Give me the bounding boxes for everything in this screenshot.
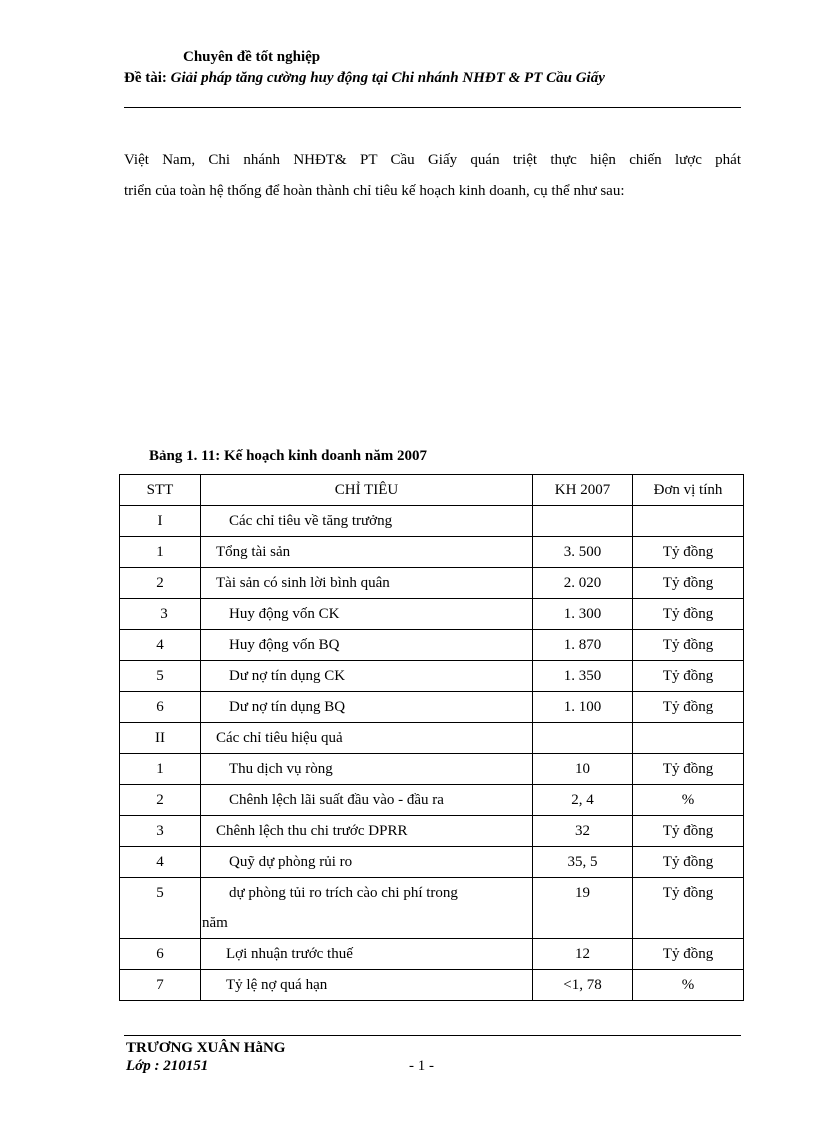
cell-item: Huy động vốn CK [229,606,340,622]
cell-item: Chênh lệch lãi suất đầu vào - đầu ra [229,792,444,808]
cell-unit: Tỷ đồng [662,854,714,870]
cell-kh: 35, 5 [567,854,598,870]
cell-kh: 1. 100 [563,699,602,715]
cell-kh: 2. 020 [563,575,602,591]
table-row [120,785,744,816]
cell-unit [633,723,743,727]
table-row [120,847,744,878]
document-category: Chuyên đề tốt nghiệp [183,49,321,65]
table-row [120,723,744,754]
table-row [120,568,744,599]
cell-kh: 1. 870 [563,637,602,653]
footer-rule [124,1035,741,1036]
topic-label: Đề tài: [124,70,167,86]
cell-kh: 1. 300 [563,606,602,622]
header-unit: Đơn vị tính [633,475,744,506]
body-paragraph [124,145,741,207]
cell-kh: 3. 500 [563,544,602,560]
page-number: - 1 - [409,1058,434,1074]
cell-stt: 7 [156,977,164,993]
header-item: CHỈ TIÊU [201,475,533,506]
table-row [120,816,744,847]
cell-item: Các chỉ tiêu về tăng trưởng [229,513,393,529]
cell-item: Tổng tài sản [216,544,291,560]
cell-stt: 2 [156,792,164,808]
cell-stt: 5 [156,668,164,684]
table-row [120,537,744,568]
cell-unit: Tỷ đồng [662,606,714,622]
cell-item: Dư nợ tín dụng CK [229,668,346,684]
cell-stt: 3 [156,823,164,839]
cell-item: Huy động vốn BQ [229,637,340,653]
cell-kh: 10 [575,761,590,777]
cell-stt: 1 [156,761,164,777]
cell-unit: Tỷ đồng [662,946,714,962]
paragraph-line: Việt Nam, Chi nhánh NHĐT& PT Cầu Giấy quán triệt thực hiện chiến lược phát [124,152,741,168]
paragraph-line: triển của toàn hệ thống để hoàn thành chỉ tiêu kế hoạch kinh doanh, cụ thể như sau: [124,183,625,199]
cell-unit: Tỷ đồng [662,544,714,560]
class-label: Lớp : 210151 [126,1058,209,1074]
cell-unit: Tỷ đồng [662,885,714,901]
table-caption: Bảng 1. 11: Kế hoạch kinh doanh năm 2007 [149,448,427,464]
cell-item: Chênh lệch thu chi trước DPRR [216,823,408,839]
cell-kh [533,506,632,510]
cell-item: Dư nợ tín dụng BQ [229,699,346,715]
cell-unit: Tỷ đồng [662,823,714,839]
cell-unit: Tỷ đồng [662,761,714,777]
cell-item-continued: năm [202,915,228,931]
table-row [120,970,744,1001]
topic-line [124,70,605,87]
cell-unit [633,506,743,510]
cell-stt: 5 [156,885,164,901]
table-row [120,630,744,661]
table-row [120,939,744,970]
cell-kh: 2, 4 [571,792,594,808]
cell-unit: Tỷ đồng [662,637,714,653]
cell-stt: 4 [156,637,164,653]
topic-title: Giải pháp tăng cường huy động tại Chi nhánh NHĐT & PT Cầu Giấy [170,70,605,86]
cell-item: Các chỉ tiêu hiệu quả [216,730,343,746]
header-rule [124,107,741,108]
cell-stt: II [155,730,165,746]
header-stt: STT [120,475,201,506]
table-row [120,506,744,537]
table-row [120,692,744,723]
cell-stt: 2 [156,575,164,591]
cell-item: dự phòng tủi ro trích cào chi phí trong [229,885,458,901]
cell-stt: 6 [156,946,164,962]
cell-kh: 32 [575,823,590,839]
table-row [120,599,744,630]
cell-stt: 3 [160,606,168,622]
table-header-row [120,475,744,506]
cell-stt: I [157,513,163,529]
table-row [120,878,744,939]
cell-unit: Tỷ đồng [662,575,714,591]
cell-unit: Tỷ đồng [662,668,714,684]
cell-item: Tỷ lệ nợ quá hạn [226,977,328,993]
table-row [120,661,744,692]
cell-stt: 6 [156,699,164,715]
cell-kh: 12 [575,946,590,962]
table-row [120,754,744,785]
cell-kh: <1, 78 [563,977,602,993]
cell-item: Tài sản có sinh lời bình quân [216,575,390,591]
cell-kh: 19 [575,885,590,901]
header-kh2007: KH 2007 [533,475,633,506]
author-name: TRƯƠNG XUÂN HằNG [126,1040,286,1056]
cell-kh: 1. 350 [563,668,602,684]
cell-stt: 4 [156,854,164,870]
cell-unit: % [681,977,695,993]
cell-stt: 1 [156,544,164,560]
cell-unit: % [681,792,695,808]
business-plan-table [119,474,744,1001]
cell-kh [533,723,632,727]
cell-unit: Tỷ đồng [662,699,714,715]
cell-item: Lợi nhuận trước thuế [226,946,353,962]
cell-item: Quỹ dự phòng rủi ro [229,854,353,870]
cell-item: Thu dịch vụ ròng [229,761,333,777]
